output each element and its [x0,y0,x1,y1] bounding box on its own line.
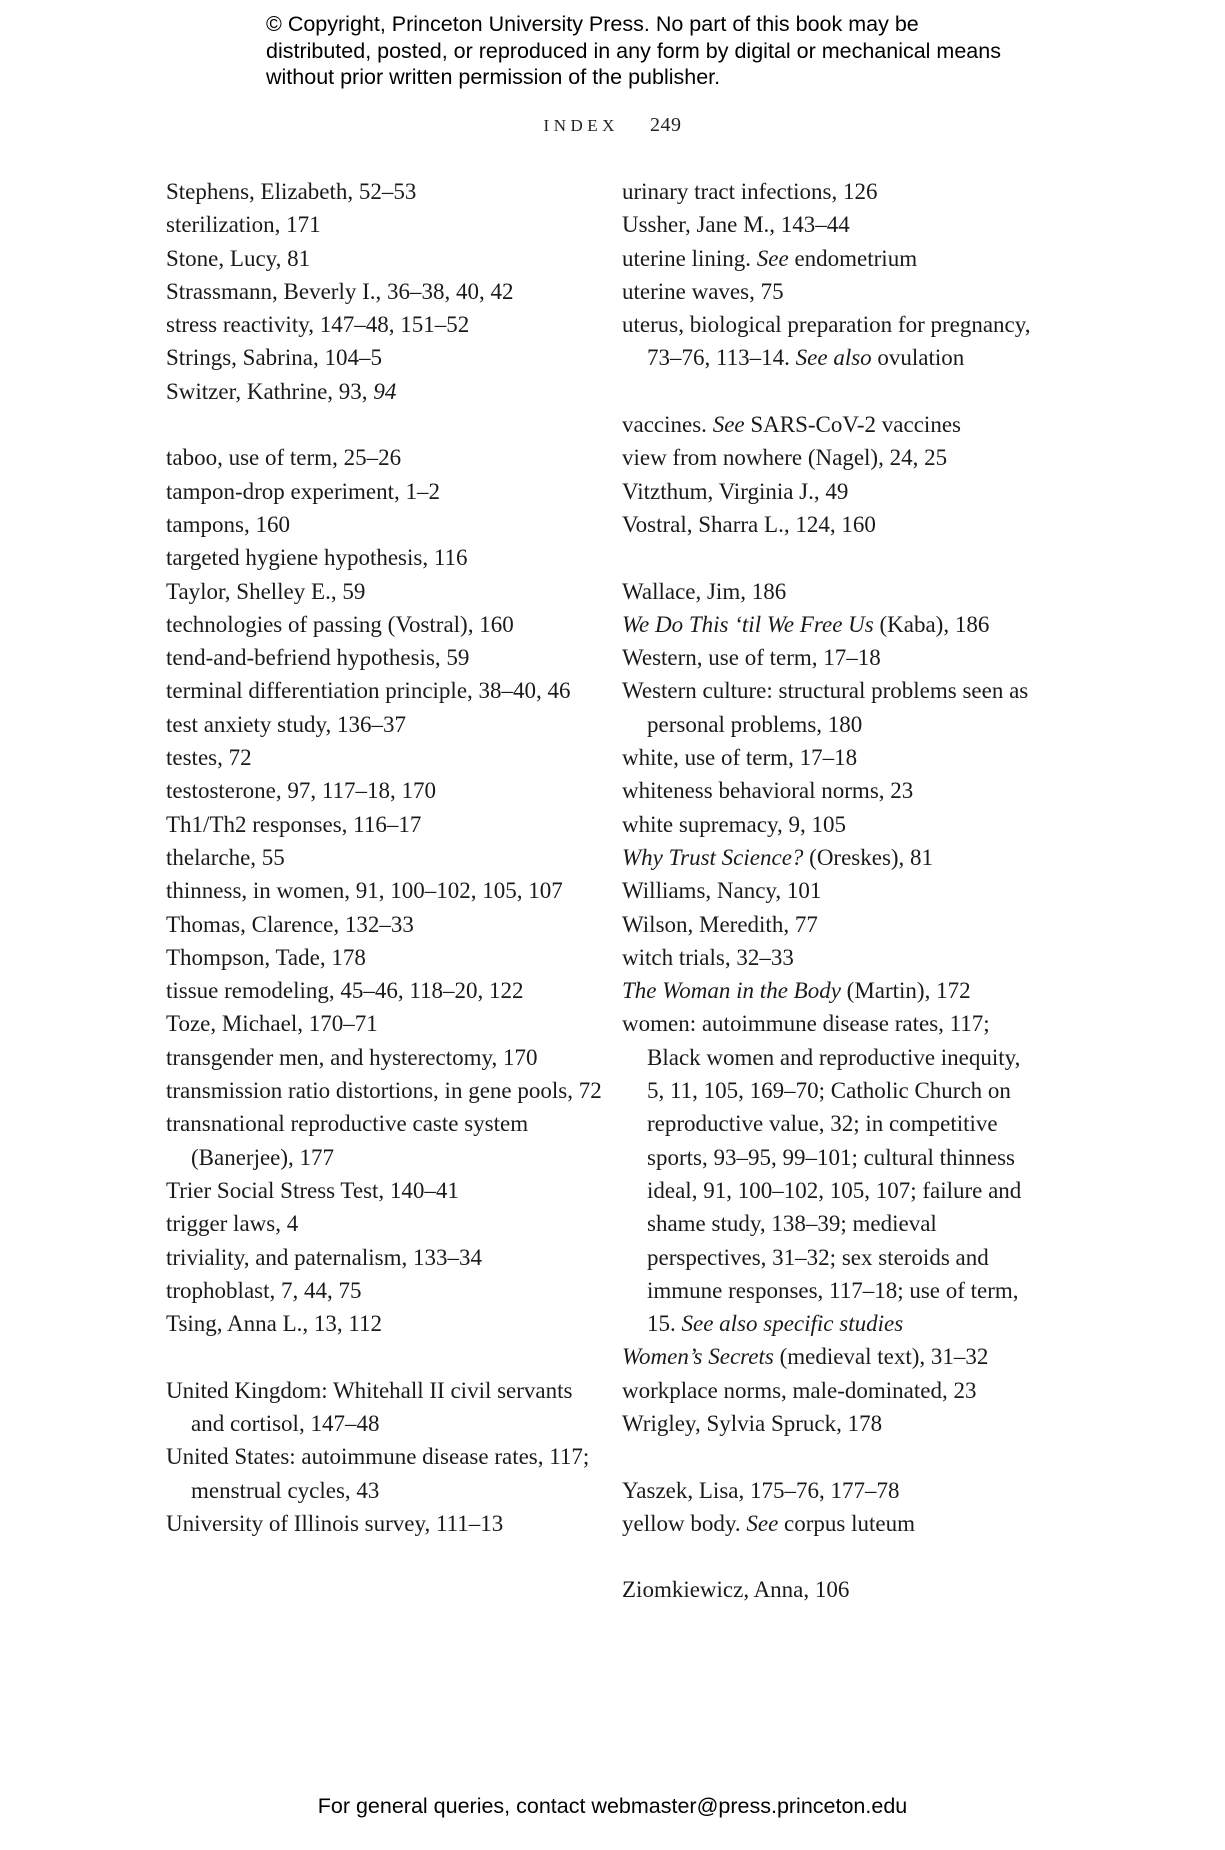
index-entry-text: Wallace, Jim, 186 [622,578,787,604]
index-entry-text: view from nowhere (Nagel), 24, 25 [622,445,948,471]
letter-group-gap [166,408,606,441]
index-entry [622,1340,1042,1373]
index-entry-text: transgender men, and hysterectomy, 170 [166,1044,538,1070]
index-entry [622,874,1042,907]
index-entry-text: Thomas, Clarence, 132–33 [166,911,414,937]
index-entry [166,275,606,308]
index-entry-text: testes, 72 [166,745,252,771]
index-entry [166,708,606,741]
index-entry-text: Tsing, Anna L., 13, 112 [166,1311,383,1337]
index-entry [622,308,1042,375]
index-entry [622,408,1042,441]
index-column-left [166,175,606,1540]
index-entry [622,441,1042,474]
index-entry [622,674,1042,741]
index-entry-text: white, use of term, 17–18 [622,745,858,771]
index-entry-text: United States: autoimmune disease rates, 117; menstrual cycles, 43 [166,1444,590,1503]
index-entry-italic-text: The Woman in the Body [622,978,841,1004]
index-entry-text: (Martin), 172 [840,978,971,1004]
index-entry [622,941,1042,974]
index-entry [166,741,606,774]
index-entry [622,1507,1042,1540]
index-entry [166,874,606,907]
index-entry-text: tampon-drop experiment, 1–2 [166,478,441,504]
index-entry-text: uterus, biological preparation for pregnancy, 73–76, 113–14. [622,312,1031,371]
index-entry-italic-text: See also specific studies [681,1311,904,1337]
index-entry [166,208,606,241]
index-entry [622,741,1042,774]
index-entry-italic-text: Why Trust Science? [622,844,804,870]
index-entry [166,1174,606,1207]
index-entry-text: (Kaba), 186 [873,611,990,637]
index-entry [622,475,1042,508]
index-entry-text: Strings, Sabrina, 104–5 [166,345,382,371]
index-entry-text: ovulation [871,345,965,371]
index-entry-text: Ziomkiewicz, Anna, 106 [622,1577,850,1603]
index-entry [166,1274,606,1307]
index-entry-text: Taylor, Shelley E., 59 [166,578,366,604]
index-entry [166,1440,606,1507]
running-head [0,114,1225,137]
index-entry-italic-text: See [756,245,789,271]
index-entry-text: Switzer, Kathrine, 93, [166,378,374,404]
index-entry-text: stress reactivity, 147–48, 151–52 [166,312,470,338]
index-entry [166,175,606,208]
index-entry [166,774,606,807]
index-entry-text: Western, use of term, 17–18 [622,645,881,671]
index-entry [622,1474,1042,1507]
index-entry-text: workplace norms, male-dominated, 23 [622,1377,977,1403]
index-entry-text: SARS-CoV-2 vaccines [744,412,961,438]
index-entry [166,608,606,641]
index-entry [622,208,1042,241]
index-entry [622,841,1042,874]
index-entry-italic-text: Women’s Secrets [622,1344,774,1370]
index-entry [622,275,1042,308]
index-entry [166,1374,606,1441]
index-entry [166,1507,606,1540]
index-entry-text: Toze, Michael, 170–71 [166,1011,378,1037]
index-entry-text: Western culture: structural problems seen as personal problems, 180 [622,678,1029,737]
index-entry-text: Thompson, Tade, 178 [166,944,366,970]
index-entry [622,908,1042,941]
index-entry [166,1041,606,1074]
index-entry [166,341,606,374]
index-entry-text: technologies of passing (Vostral), 160 [166,611,514,637]
index-entry-text: Yaszek, Lisa, 175–76, 177–78 [622,1477,900,1503]
index-entry-text: trophoblast, 7, 44, 75 [166,1277,362,1303]
index-entry-text: triviality, and paternalism, 133–34 [166,1244,482,1270]
index-entry [166,1007,606,1040]
index-entry [166,375,606,408]
index-entry [622,974,1042,1007]
index-entry-text: Wilson, Meredith, 77 [622,911,818,937]
index-entry [622,608,1042,641]
index-entry-text: Stone, Lucy, 81 [166,245,311,271]
index-entry-italic-text: See also [795,345,872,371]
index-entry [166,841,606,874]
letter-group-gap [622,541,1042,574]
index-entry [166,242,606,275]
index-entry [166,908,606,941]
index-entry-text: Wrigley, Sylvia Spruck, 178 [622,1410,883,1436]
index-entry [622,774,1042,807]
letter-group-gap [622,1440,1042,1473]
index-entry [622,575,1042,608]
index-entry-text: targeted hygiene hypothesis, 116 [166,545,468,571]
index-entry-text: testosterone, 97, 117–18, 170 [166,778,437,804]
index-entry [166,475,606,508]
index-entry-italic-text: 94 [373,378,397,404]
index-entry [622,1374,1042,1407]
index-entry-text: tampons, 160 [166,511,290,537]
index-column-right [622,175,1042,1607]
letter-group-gap [622,375,1042,408]
index-entry-text: (Oreskes), 81 [803,844,934,870]
index-entry-text: sterilization, 171 [166,212,321,238]
index-entry-text: uterine lining. [622,245,757,271]
index-entry [166,808,606,841]
index-entry-text: test anxiety study, 136–37 [166,711,406,737]
index-entry-text: (medieval text), 31–32 [773,1344,989,1370]
index-entry-text: uterine waves, 75 [622,278,784,304]
index-entry-text: Th1/Th2 responses, 116–17 [166,811,422,837]
index-entry [622,808,1042,841]
index-entry [622,1573,1042,1606]
index-entry-text: yellow body. [622,1510,747,1536]
running-head-label: INDEX [543,116,619,135]
index-entry [166,1074,606,1107]
index-entry-text: trigger laws, 4 [166,1211,299,1237]
index-entry [166,641,606,674]
footer-contact: For general queries, contact webmaster@press.princeton.edu [317,1794,908,1818]
index-entry [166,974,606,1007]
copyright-notice: © Copyright, Princeton University Press. No part of this book may be distributed, posted, or reproduced in any form by digital or mechanical means without prior written permission of the publisher. [266,12,1001,89]
index-entry-italic-text: We Do This ‘til We Free Us [622,611,874,637]
index-entry [166,941,606,974]
index-entry-text: tissue remodeling, 45–46, 118–20, 122 [166,978,524,1004]
index-entry-text: terminal differentiation principle, 38–40, 46 [166,678,571,704]
index-entry-text: Williams, Nancy, 101 [622,878,822,904]
index-entry-text: Strassmann, Beverly I., 36–38, 40, 42 [166,278,514,304]
index-entry-text: Vitzthum, Virginia J., 49 [622,478,849,504]
index-entry [166,1207,606,1240]
index-entry-text: urinary tract infections, 126 [622,179,878,204]
index-entry-text: Trier Social Stress Test, 140–41 [166,1177,459,1203]
page-number: 249 [649,114,682,136]
index-entry [622,175,1042,208]
letter-group-gap [622,1540,1042,1573]
index-entry-text: Ussher, Jane M., 143–44 [622,212,850,238]
index-entry [166,308,606,341]
index-entry [622,1407,1042,1440]
index-entry-text: whiteness behavioral norms, 23 [622,778,914,804]
index-entry [166,674,606,707]
index-entry-text: transmission ratio distortions, in gene pools, 72 [166,1078,602,1104]
letter-group-gap [166,1340,606,1373]
index-entry-text: women: autoimmune disease rates, 117; Black women and reproductive inequity, 5, 11, 105, 169–70; Catholic Church on reproductive value, 32; in competitive sports, 93–95, 99–101; cultural thinness ideal, 91, 100–102, 105, 107; failure and shame study, 138–39; medieval perspectives, 31–32; sex steroids and immune responses, 117–18; use of term, 15. [622,1011,1022,1337]
index-entry [166,508,606,541]
index-entry [622,508,1042,541]
index-entry-text: transnational reproductive caste system (Banerjee), 177 [166,1111,529,1170]
index-entry-text: University of Illinois survey, 111–13 [166,1510,504,1536]
index-entry [166,1107,606,1174]
index-entry [166,441,606,474]
index-entry-text: witch trials, 32–33 [622,944,794,970]
index-entry [166,541,606,574]
index-entry-text: Vostral, Sharra L., 124, 160 [622,511,876,537]
index-entry-text: Stephens, Elizabeth, 52–53 [166,179,417,204]
index-entry-italic-text: See [746,1510,779,1536]
index-entry-text: United Kingdom: Whitehall II civil servants and cortisol, 147–48 [166,1377,573,1436]
index-entry-text: thinness, in women, 91, 100–102, 105, 107 [166,878,563,904]
index-entry [166,1307,606,1340]
index-entry [622,641,1042,674]
index-entry [166,1241,606,1274]
index-entry-text: tend-and-befriend hypothesis, 59 [166,645,470,671]
index-entry-text: thelarche, 55 [166,844,285,870]
index-entry [622,242,1042,275]
index-entry [166,575,606,608]
index-entry-italic-text: See [712,412,745,438]
index-entry-text: taboo, use of term, 25–26 [166,445,402,471]
index-entry-text: white supremacy, 9, 105 [622,811,846,837]
index-entry [622,1007,1042,1340]
index-entry-text: corpus luteum [778,1510,915,1536]
index-entry-text: endometrium [788,245,918,271]
index-entry-text: vaccines. [622,412,713,438]
